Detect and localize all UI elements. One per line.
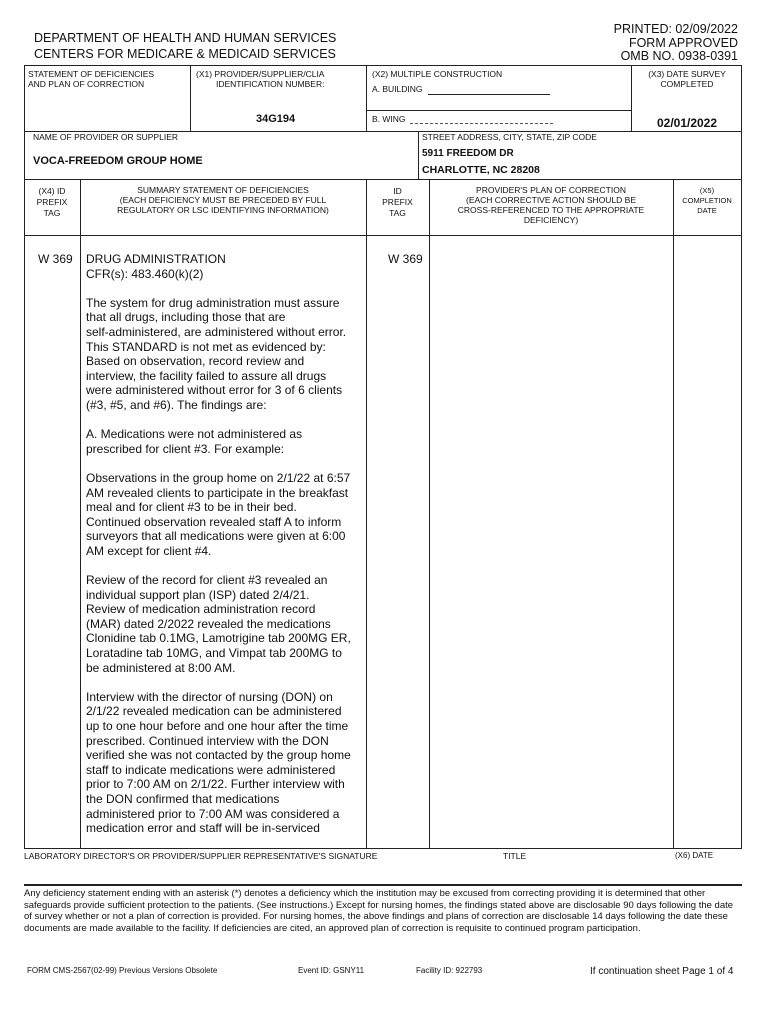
x5-header-1: (X5) (699, 186, 715, 195)
continuation-sheet: If continuation sheet Page 1 of 4 (590, 966, 734, 977)
paragraph-observations: Observations in the group home on 2/1/22 at 6:57 AM revealed clients to participate in the breakfast meal and for client #3 to be in their bed. Continued observation revealed staff A to inform surveyors that all medications were given at 6:00 AM except for client #4. (86, 470, 351, 558)
frame-right (741, 65, 742, 848)
signature-bottom (24, 884, 742, 886)
summary-header-1: SUMMARY STATEMENT OF DEFICIENCIES (137, 185, 309, 195)
centers-name: CENTERS FOR MEDICARE & MEDICAID SERVICES (34, 47, 336, 61)
divider-x2 (366, 65, 367, 131)
body-bottom (24, 848, 742, 849)
plan-header-4: DEFICIENCY) (523, 215, 579, 225)
printed-date: PRINTED: 02/09/2022 (613, 22, 738, 36)
paragraph-standard: The system for drug administration must assure that all drugs, including those that are self-administered, are administered without error. This STANDARD is not met as evidenced by: Based on observation, record review and interview, the facility failed to assure all drugs were administered without error for 3 of 6 clients (#3, #5, and #6). The findings are: (86, 295, 347, 412)
summary-header-2: (EACH DEFICIENCY MUST BE PRECEDED BY FULL (119, 195, 327, 205)
plan-header-3: CROSS-REFERENCED TO THE APPROPRIATE (457, 205, 645, 215)
deficiency-cfr: CFR(s): 483.460(k)(2) (86, 266, 204, 281)
column-header-bottom (24, 235, 742, 236)
id-header-1: ID (393, 186, 402, 196)
department-name: DEPARTMENT OF HEALTH AND HUMAN SERVICES (34, 31, 337, 45)
col-divider-4 (673, 179, 674, 848)
col-divider-3 (429, 179, 430, 848)
address-street: 5911 FREEDOM DR (422, 148, 514, 159)
x3-label-1: (X3) DATE SURVEY (648, 69, 726, 79)
event-id: Event ID: GSNY11 (298, 966, 365, 975)
deficiency-title: DRUG ADMINISTRATION (86, 252, 226, 266)
statement-label-2: AND PLAN OF CORRECTION (28, 79, 145, 89)
x4-header-3: TAG (43, 208, 61, 218)
provider-row-bottom (24, 179, 742, 180)
address-label: STREET ADDRESS, CITY, STATE, ZIP CODE (422, 132, 597, 142)
id-header-2: PREFIX (382, 197, 413, 207)
paragraph-record-review: Review of the record for client #3 revealed an individual support plan (ISP) dated 2/4/21. Review of medication administration record (MAR) dated 2/2022 revealed the medications Clonidine tab 0.1MG, Lamotrigine tab 200MG ER, Loratadine tab 10MG, and Vimpat tab 200MG to be administered at 8:00 AM. (86, 573, 351, 675)
paragraph-interview: Interview with the director of nursing (DON) on 2/1/22 revealed medication can be administered up to one hour before and one hour after the time prescribed. Continued interview with the DON verified she was not contacted by the group home staff to indicate medications were administered prior to 7:00 AM on 2/1/22. Further interview with the DON confirmed that medications administered prior to 7:00 AM was considered a medication error and staff will be in-serviced (86, 689, 351, 836)
x2-label: (X2) MULTIPLE CONSTRUCTION (372, 69, 503, 79)
title-label: TITLE (503, 851, 527, 861)
facility-id: Facility ID: 922793 (416, 966, 483, 975)
summary-header-3: REGULATORY OR LSC IDENTIFYING INFORMATION) (117, 205, 329, 215)
wing-line (410, 123, 553, 124)
statement-label-1: STATEMENT OF DEFICIENCIES (28, 69, 155, 79)
col-divider-1 (80, 179, 81, 848)
frame-left (24, 65, 25, 848)
x3-label-2: COMPLETED (660, 79, 714, 89)
disclaimer-text: Any deficiency statement ending with an asterisk (*) denotes a deficiency which the institution may be excused from correcting providing it is determined that other safeguards provide sufficient protection to the patients. (See instructions.) Except for nursing homes, the findings stated above are disclosable 90 days following the date of survey whether or not a plan of correction is provided. For nursing homes, the above findings and plans of correction are disclosable 14 days following the date these documents are made available to the facility. If deficiencies are cited, an approved plan of correction is requisite to continued program participation. (24, 888, 734, 934)
form-approved: FORM APPROVED (628, 36, 738, 50)
building-line (428, 94, 550, 95)
signature-date-label: (X6) DATE (675, 851, 714, 860)
x1-label-1: (X1) PROVIDER/SUPPLIER/CLIA (196, 69, 325, 79)
wing-label: B. WING (372, 114, 406, 124)
deficiency-tag: W 369 (38, 252, 73, 266)
deficiency-text (86, 252, 368, 850)
plan-header-1: PROVIDER'S PLAN OF CORRECTION (476, 185, 626, 195)
x4-header-1: (X4) ID (38, 186, 66, 196)
omb-number: OMB NO. 0938-0391 (620, 49, 738, 63)
id-header-3: TAG (389, 208, 406, 218)
survey-completed-date: 02/01/2022 (656, 116, 718, 130)
provider-address-divider (418, 131, 419, 179)
plan-id-tag: W 369 (388, 252, 423, 266)
provider-name: VOCA-FREEDOM GROUP HOME (33, 155, 203, 167)
signature-label: LABORATORY DIRECTOR'S OR PROVIDER/SUPPLIER REPRESENTATIVE'S SIGNATURE (24, 851, 378, 861)
x1-label-2: IDENTIFICATION NUMBER: (216, 79, 325, 89)
divider-x1 (190, 65, 191, 131)
x4-header-2: PREFIX (36, 197, 68, 207)
x5-header-2: COMPLETION (682, 196, 732, 205)
form-id: FORM CMS-2567(02-99) Previous Versions Obsolete (27, 966, 218, 975)
building-wing-divider (366, 110, 631, 111)
building-label: A. BUILDING (372, 84, 423, 94)
provider-id-number: 34G194 (256, 113, 296, 125)
plan-header-2: (EACH CORRECTIVE ACTION SHOULD BE (465, 195, 637, 205)
x5-header-3: DATE (697, 206, 717, 215)
provider-name-label: NAME OF PROVIDER OR SUPPLIER (33, 132, 178, 142)
address-city: CHARLOTTE, NC 28208 (422, 164, 540, 176)
paragraph-client-3: A. Medications were not administered as prescribed for client #3. For example: (86, 427, 303, 456)
frame-top (24, 65, 742, 66)
